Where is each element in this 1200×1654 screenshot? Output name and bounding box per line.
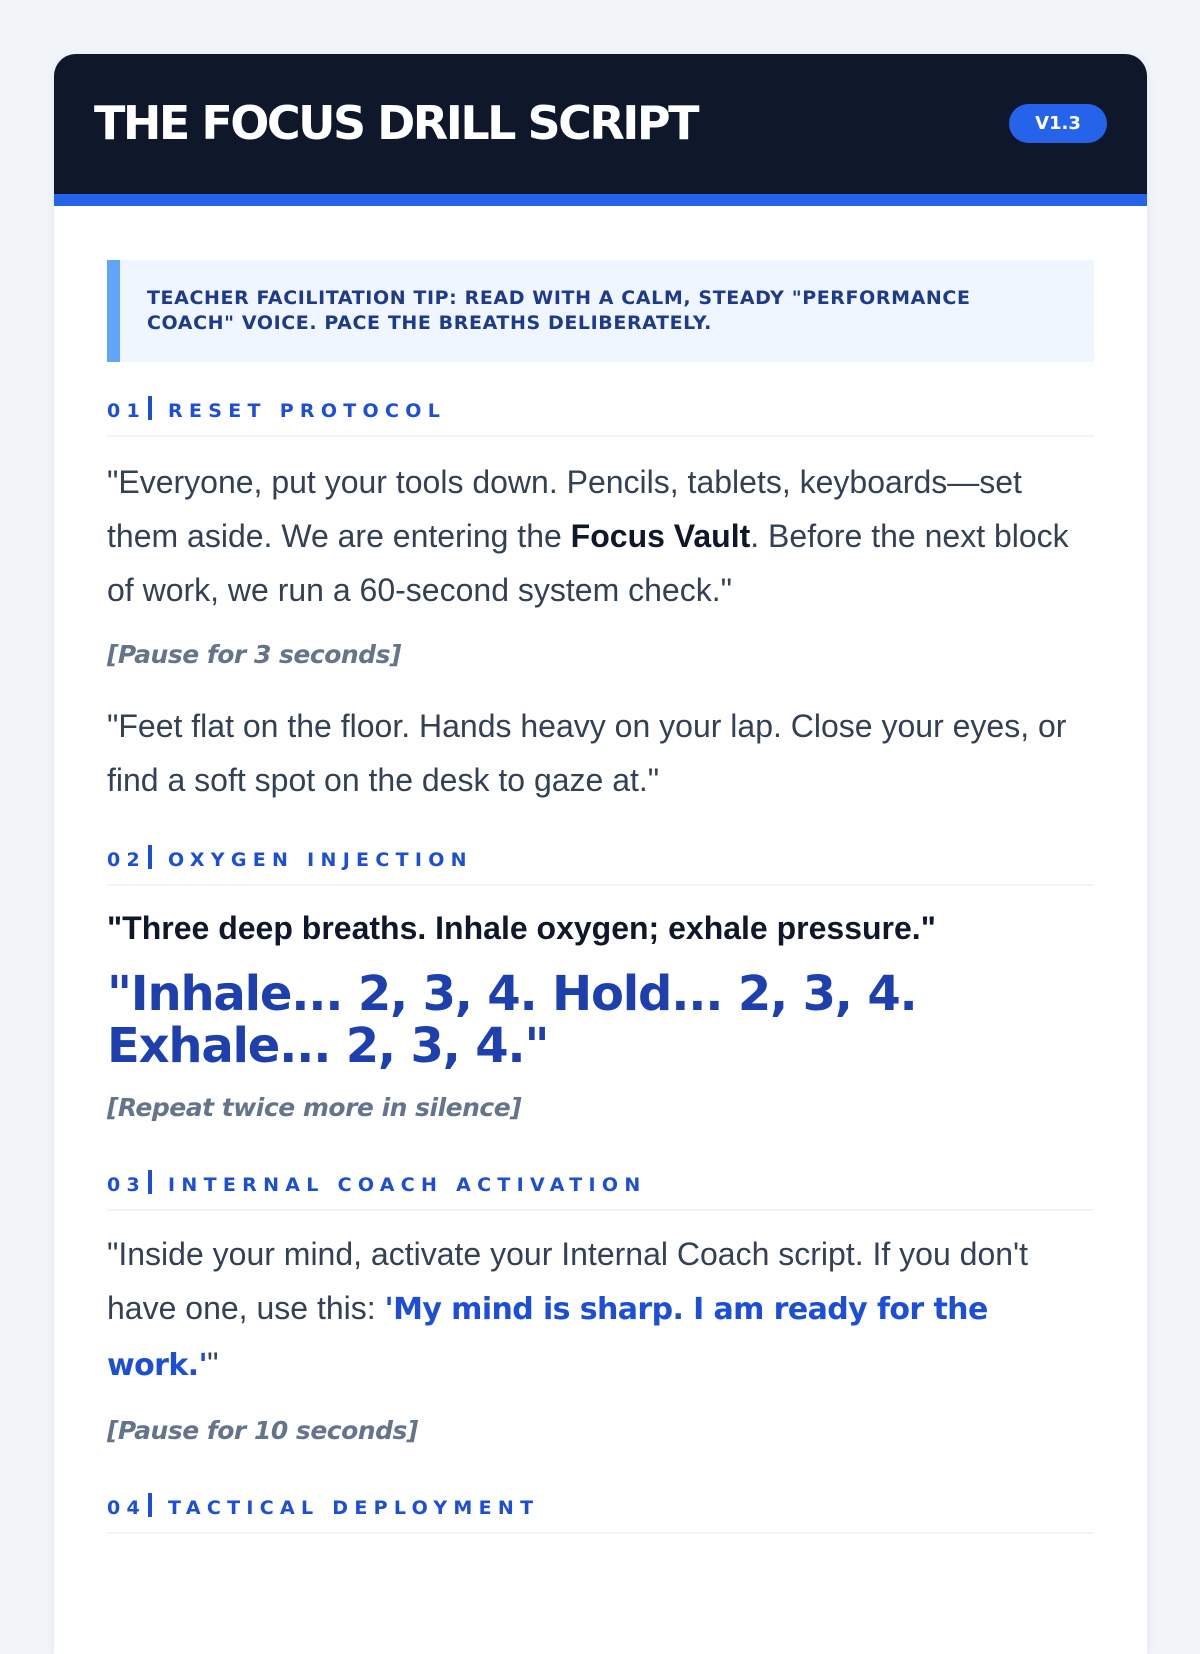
section-title: TACTICAL DEPLOYMENT xyxy=(168,1497,540,1519)
section-title: INTERNAL COACH ACTIVATION xyxy=(168,1174,647,1196)
version-badge: V1.3 xyxy=(1009,104,1107,143)
script-card xyxy=(54,54,1147,1654)
section-header-oxygen-injection xyxy=(107,845,1094,886)
script-body xyxy=(54,260,1147,1534)
page-title: THE FOCUS DRILL SCRIPT xyxy=(94,96,697,150)
section-title: OXYGEN INJECTION xyxy=(168,849,473,871)
header xyxy=(54,54,1147,206)
section-header-tactical-deployment xyxy=(107,1493,1094,1534)
section-divider xyxy=(148,845,152,869)
section-number: 01 xyxy=(107,400,147,422)
coach-paragraph: "Inside your mind, activate your Internal Coach script. If you don't have one, use this: 'My mind is sharp. I am ready for the work.'" xyxy=(107,1236,1029,1383)
reset-paragraph-2: "Feet flat on the floor. Hands heavy on your lap. Close your eyes, or find a soft spot on the desk to gaze at." xyxy=(107,708,1067,798)
section-header-reset-protocol xyxy=(107,396,1094,437)
breath-instruction: "Three deep breaths. Inhale oxygen; exhale pressure." xyxy=(107,910,936,946)
stage-direction: [Repeat twice more in silence] xyxy=(107,1093,522,1122)
section-header-internal-coach xyxy=(107,1170,1094,1211)
section-divider xyxy=(148,1170,152,1194)
reset-paragraph-1: "Everyone, put your tools down. Pencils, tablets, keyboards—set them aside. We are entering the Focus Vault. Before the next block of work, we run a 60-second system check." xyxy=(107,464,1069,608)
section-title: RESET PROTOCOL xyxy=(168,400,447,422)
section-number: 02 xyxy=(107,849,147,871)
section-divider xyxy=(148,396,152,420)
stage-direction: [Pause for 10 seconds] xyxy=(107,1416,418,1445)
coach-mantra: 'My mind is sharp. I am ready for the work.' xyxy=(107,1292,988,1383)
stage-direction: [Pause for 3 seconds] xyxy=(107,640,401,669)
facilitation-tip: TEACHER FACILITATION TIP: READ WITH A CALM, STEADY "PERFORMANCE COACH" VOICE. PACE THE BREATHS DELIBERATELY. xyxy=(107,260,1094,362)
focus-vault-emphasis: Focus Vault xyxy=(570,518,751,554)
breath-count: "Inhale... 2, 3, 4. Hold... 2, 3, 4. Exhale... 2, 3, 4." xyxy=(107,966,917,1074)
section-divider xyxy=(148,1493,152,1517)
section-number: 04 xyxy=(107,1497,147,1519)
section-number: 03 xyxy=(107,1174,147,1196)
